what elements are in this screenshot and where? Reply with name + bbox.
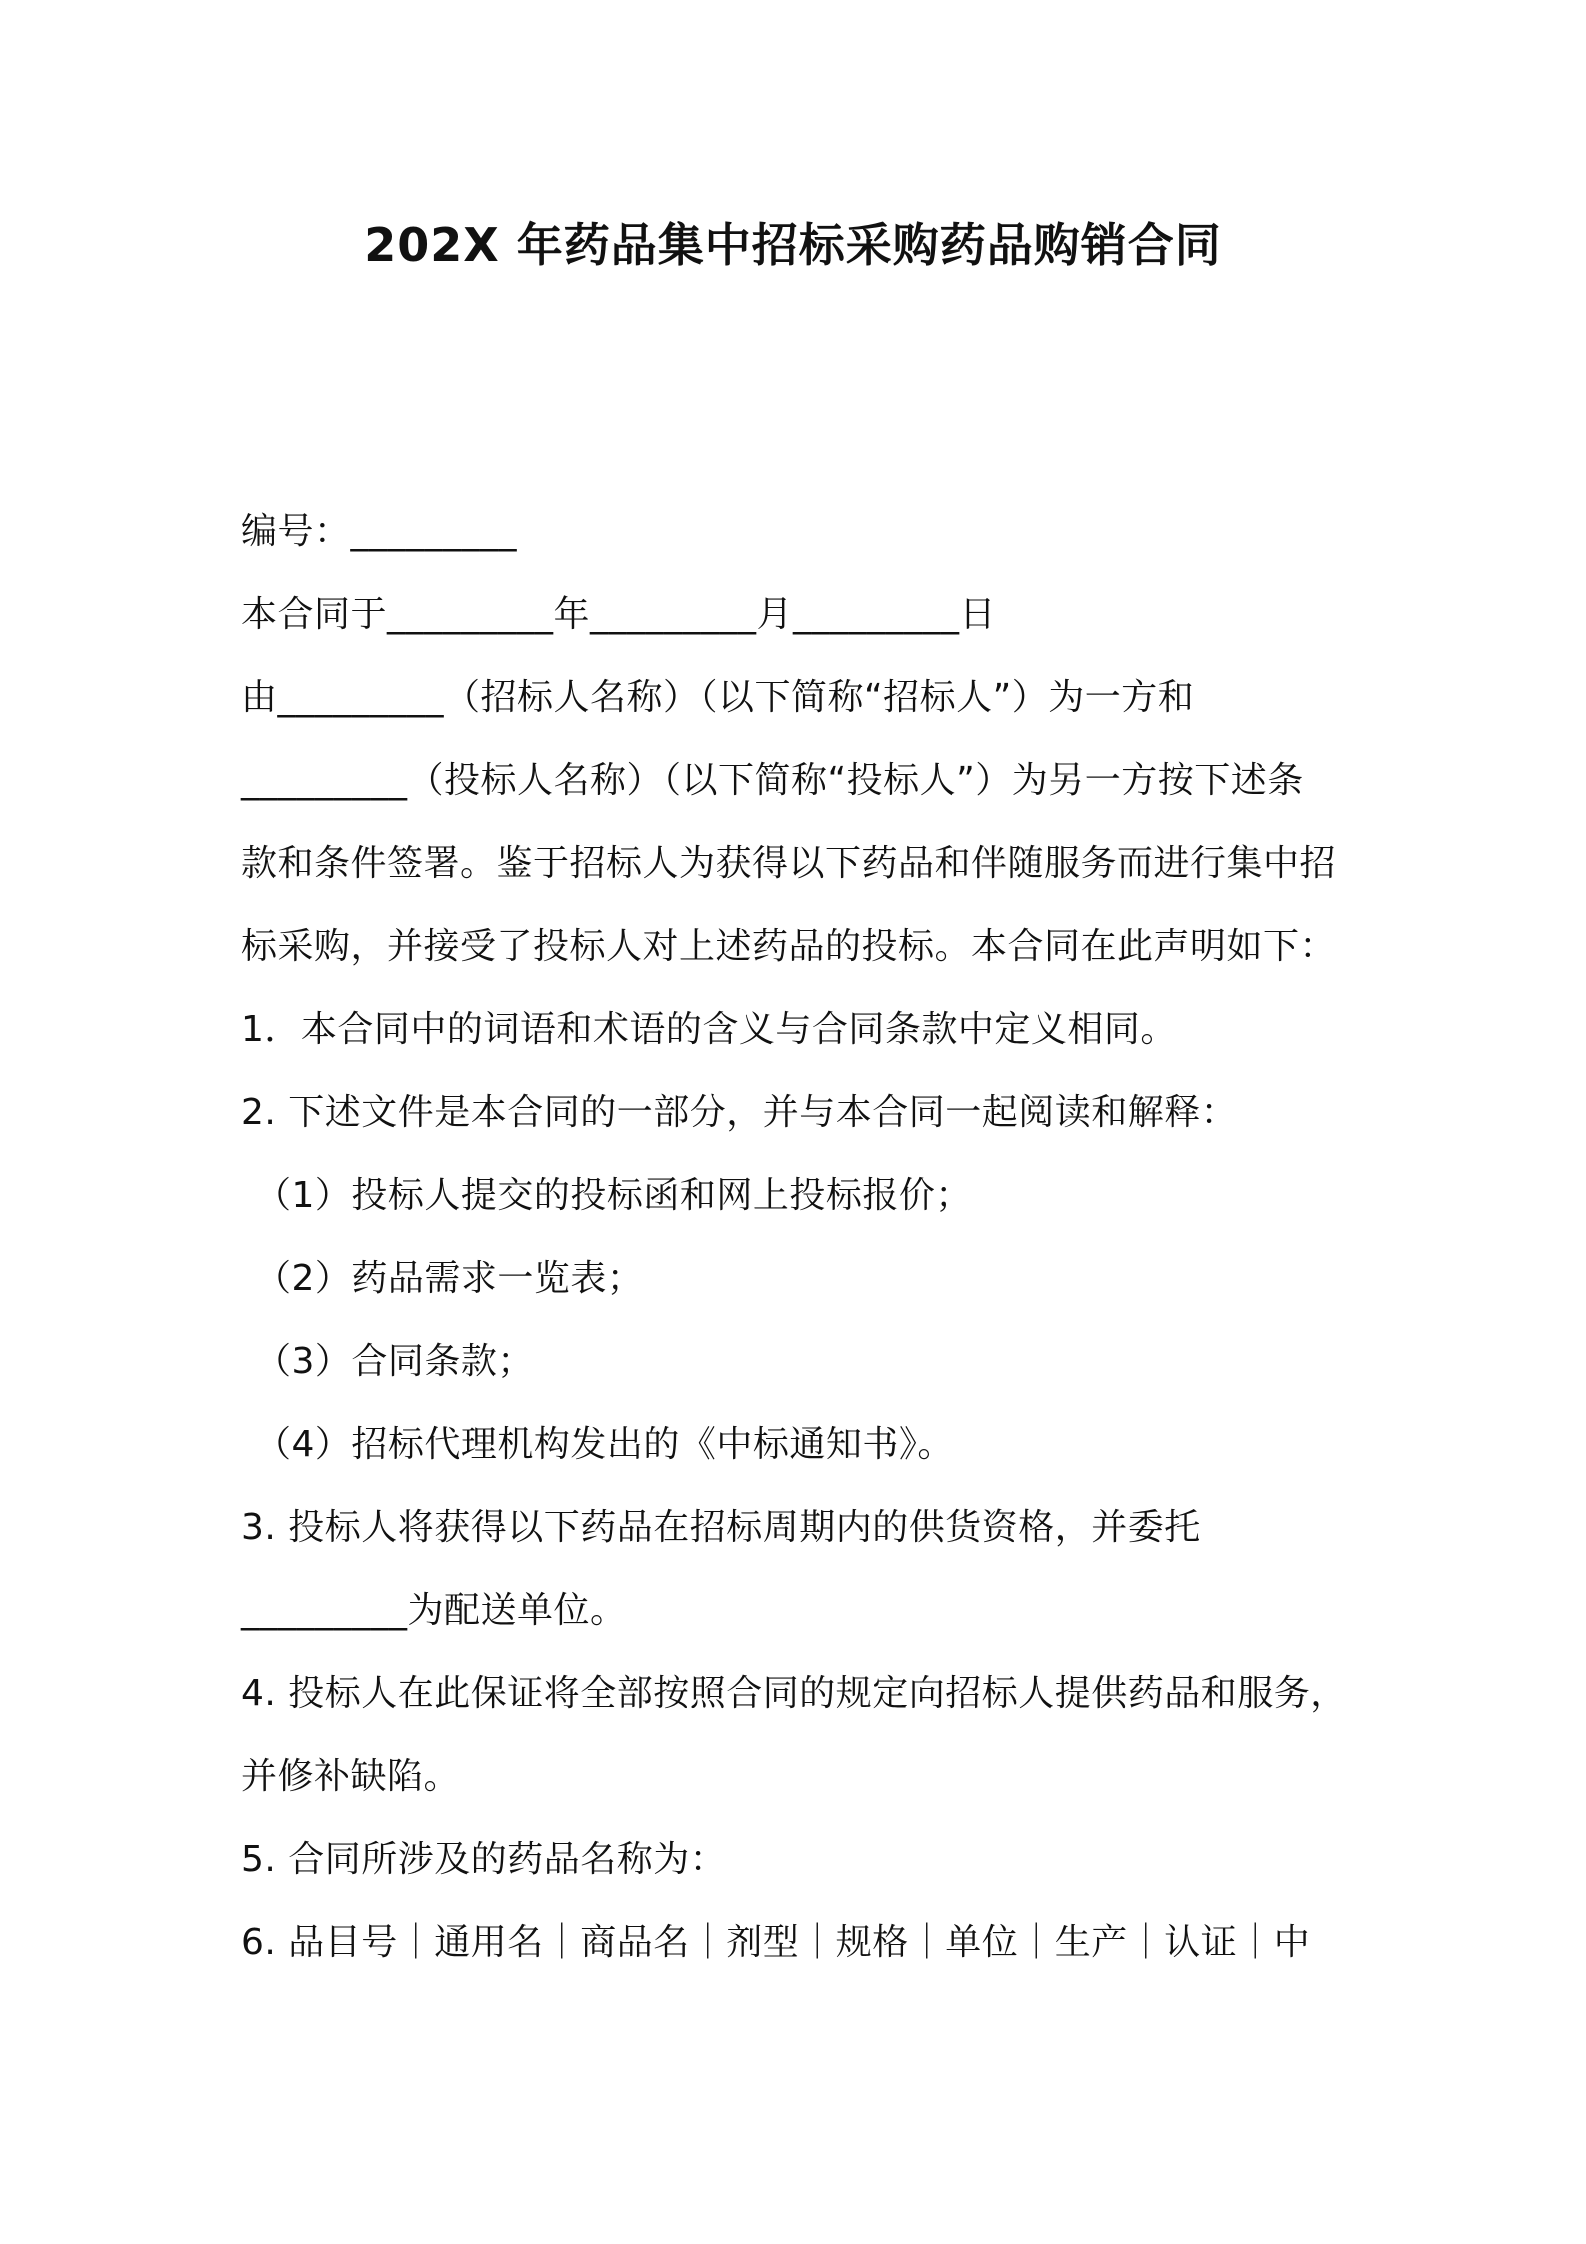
contract-number-line: 编号：_________ <box>241 511 518 552</box>
clause-5: 5. 合同所涉及的药品名称为： <box>241 1839 727 1880</box>
clause-2-item-4: （4）招标代理机构发出的《中标通知书》。 <box>255 1424 954 1465</box>
clause-6: 6. 品目号｜通用名｜商品名｜剂型｜规格｜单位｜生产｜认证｜中 <box>241 1922 1311 1963</box>
parties-line-2: _________（投标人名称）（以下简称“投标人”）为另一方按下述条 <box>241 760 1304 801</box>
contract-date-line: 本合同于_________年_________月_________日 <box>241 594 997 635</box>
clause-2: 2. 下述文件是本合同的一部分，并与本合同一起阅读和解释： <box>241 1092 1238 1133</box>
document-body <box>241 490 1371 1984</box>
clause-2-item-2: （2）药品需求一览表； <box>255 1258 644 1299</box>
clause-4-line-1: 4. 投标人在此保证将全部按照合同的规定向招标人提供药品和服务， <box>241 1673 1347 1714</box>
clause-2-item-3: （3）合同条款； <box>255 1341 534 1382</box>
clause-3-line-1: 3. 投标人将获得以下药品在招标周期内的供货资格，并委托 <box>241 1507 1201 1548</box>
clause-4-line-2: 并修补缺陷。 <box>241 1756 461 1797</box>
clause-3-line-2: _________为配送单位。 <box>241 1590 627 1631</box>
document-title: 202X 年药品集中招标采购药品购销合同 <box>364 218 1222 272</box>
parties-line-4: 标采购，并接受了投标人对上述药品的投标。本合同在此声明如下： <box>241 926 1337 967</box>
clause-2-item-1: （1）投标人提交的投标函和网上投标报价； <box>255 1175 972 1216</box>
parties-line-1: 由_________（招标人名称）（以下简称“招标人”）为一方和 <box>241 677 1195 718</box>
parties-line-3: 款和条件签署。鉴于招标人为获得以下药品和伴随服务而进行集中招 <box>241 843 1337 884</box>
clause-1: 1．本合同中的词语和术语的含义与合同条款中定义相同。 <box>241 1009 1177 1050</box>
